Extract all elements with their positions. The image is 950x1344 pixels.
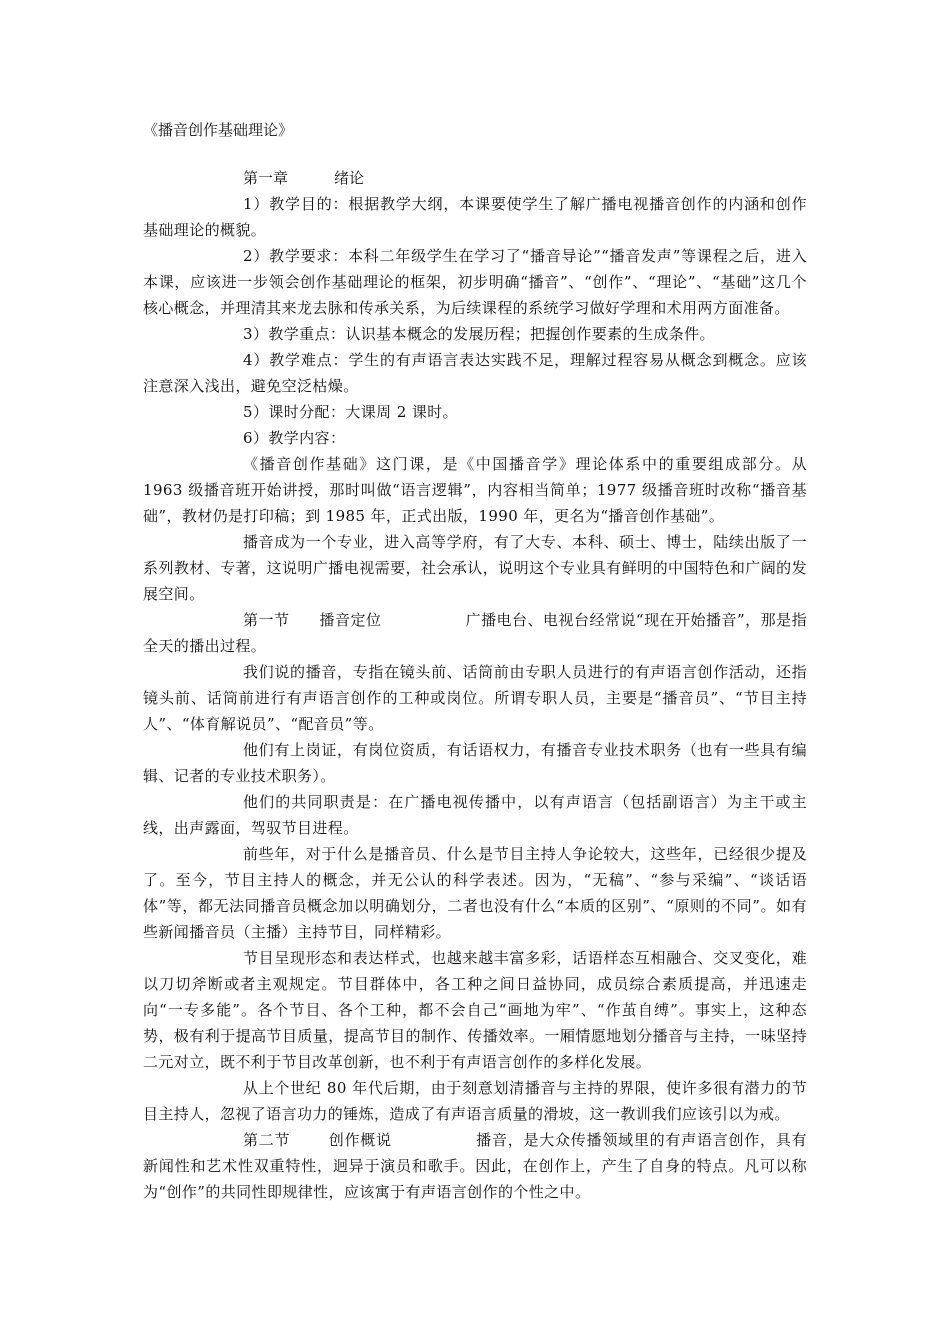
paragraph-teaching-difficulty: 4）教学难点：学生的有声语言表达实践不足，理解过程容易从概念到概念。应该注意深入浅出，避免空泛枯燥。 (143, 351, 807, 395)
section-2-number: 第二节 (243, 1131, 291, 1149)
section-2-lead: 播音，是大众传播领域里的有声语言创作，具有新闻性和艺术性双重特性，迥异于演员和歌手。因此，在创作上，产生了自身的特点。凡可以称为“创作”的共同性即规律性，应该寓于有声语言创作的个性之中。 (143, 1131, 808, 1201)
section-1-lead: 广播电台、电视台经常说“现在开始播音”，那是指全天的播出过程。 (143, 611, 807, 655)
section-1-paragraph (143, 607, 807, 659)
document-title: 《播音创作基础理论》 (143, 121, 294, 139)
chapter-number: 第一章 (243, 169, 289, 187)
paragraph-teaching-requirement: 2）教学要求：本科二年级学生在学习了“播音导论”“播音发声”等课程之后，进入本课，应该进一步领会创作基础理论的框架，初步明确“播音”、“创作”、“理论”、“基础”这几个核心概念，并理清其来龙去脉和传承关系，为后续课程的系统学习做好学理和术用两方面准备。 (143, 247, 807, 317)
paragraph-qualifications: 他们有上岗证，有岗位资质，有话语权力，有播音专业技术职务（也有一些具有编辑、记者的专业技术职务）。 (143, 741, 807, 785)
paragraph-major-development: 播音成为一个专业，进入高等学府，有了大专、本科、硕士、博士，陆续出版了一系列教材、专著，这说明广播电视需要，社会承认，说明这个专业具有鲜明的中国特色和广阔的发展空间。 (143, 533, 807, 603)
section-2-name: 创作概说 (328, 1131, 392, 1149)
paragraph-broadcast-definition: 我们说的播音，专指在镜头前、话筒前由专职人员进行的有声语言创作活动，还指镜头前、话筒前进行有声语言创作的工种或岗位。所谓专职人员，主要是“播音员”、“节目主持人”、“体育解说员”、“配音员”等。 (143, 663, 807, 733)
paragraph-class-hours: 5）课时分配：大课周 2 课时。 (243, 403, 459, 421)
paragraph-common-duty: 他们的共同职责是：在广播电视传播中，以有声语言（包括副语言）为主干或主线，出声露面，驾驭节目进程。 (143, 793, 807, 837)
paragraph-teaching-focus: 3）教学重点：认识基本概念的发展历程；把握创作要素的生成条件。 (243, 325, 715, 343)
paragraph-course-history: 《播音创作基础》这门课，是《中国播音学》理论体系中的重要组成部分。从 1963 级播音班开始讲授，那时叫做“语言逻辑”，内容相当简单；1977 级播音班时改称“播音基础”，教材仍是打印稿；到 1985 年，正式出版，1990 年，更名为“播音创作基础”。 (143, 455, 807, 525)
paragraph-lesson-learned: 从上个世纪 80 年代后期，由于刻意划清播音与主持的界限，使许多很有潜力的节目主持人，忽视了语言功力的锤炼，造成了有声语言质量的滑坡，这一教训我们应该引以为戒。 (143, 1079, 807, 1123)
section-1-number: 第一节 (243, 611, 290, 629)
section-2-paragraph (143, 1127, 807, 1205)
paragraph-teaching-goal: 1）教学目的：根据教学大纲，本课要使学生了解广播电视播音创作的内涵和创作基础理论的概貌。 (143, 195, 807, 239)
paragraph-host-debate: 前些年，对于什么是播音员、什么是节目主持人争论较大，这些年，已经很少提及了。至今，节目主持人的概念，并无公认的科学表述。因为，“无稿”、“参与采编”、“谈话语体”等，都无法同播音员概念加以明确划分，二者也没有什么“本质的区别”、“原则的不同”。如有些新闻播音员（主播）主持节目，同样精彩。 (143, 845, 807, 941)
document-body (143, 165, 807, 1205)
paragraph-program-forms: 节目呈现形态和表达样式，也越来越丰富多彩，话语样态互相融合、交叉变化，难以刀切斧断或者主观规定。节目群体中，各工种之间日益协同，成员综合素质提高，并迅速走向“一专多能”。各个节目、各个工种，都不会自己“画地为牢”、“作茧自缚”。事实上，这种态势，极有利于提高节目质量，提高节目的制作、传播效率。一厢情愿地划分播音与主持，一味坚持二元对立，既不利于节目改革创新，也不利于有声语言创作的多样化发展。 (143, 949, 807, 1071)
paragraph-teaching-content: 6）教学内容： (243, 429, 346, 447)
chapter-name: 绪论 (334, 169, 365, 187)
chapter-heading (143, 165, 807, 191)
section-1-name: 播音定位 (319, 611, 382, 629)
